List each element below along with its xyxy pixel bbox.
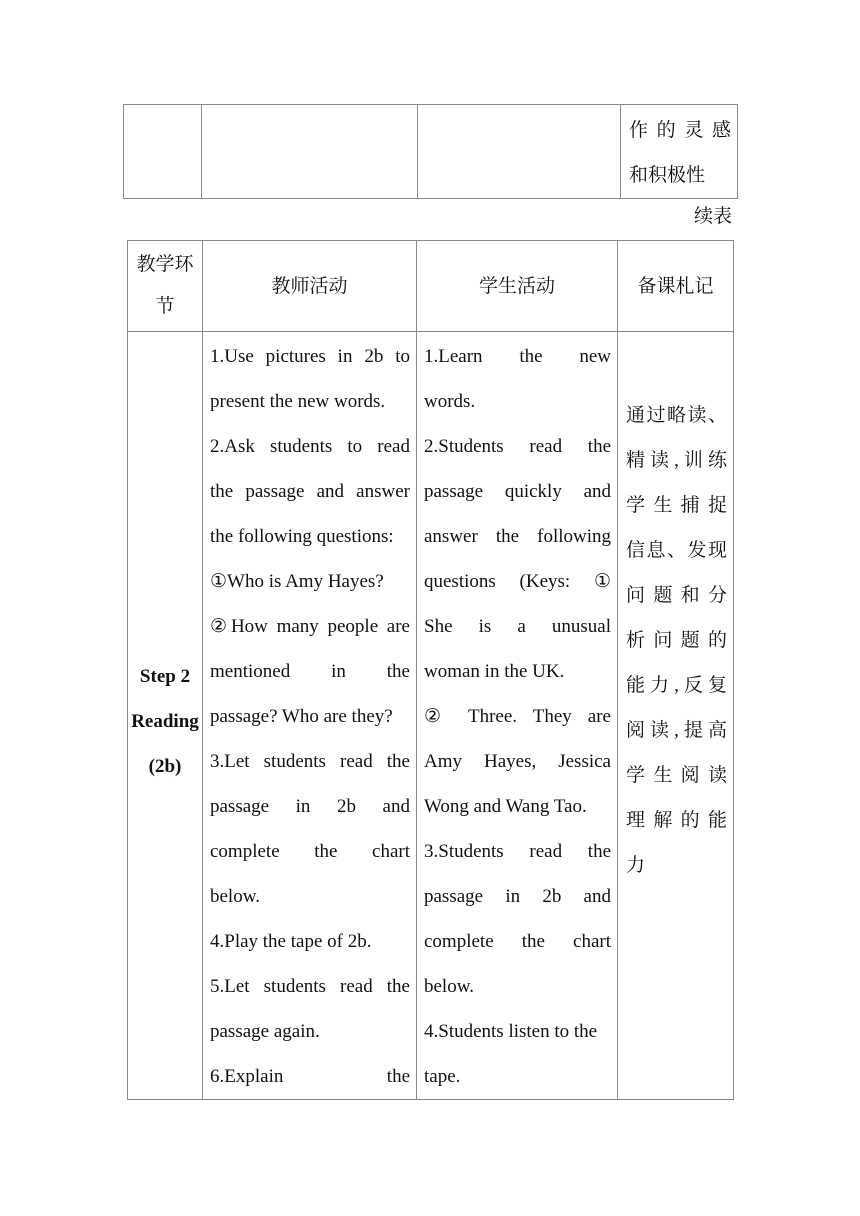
header-stage-line: 教学环	[136, 253, 194, 275]
student-line: passage quickly and	[424, 481, 611, 502]
table-row	[124, 105, 738, 199]
student-line: below.	[424, 976, 474, 997]
teacher-line: passage in 2b and	[210, 796, 410, 817]
teacher-line: ①Who is Amy Hayes?	[210, 571, 384, 592]
teacher-line: 1.Use pictures in 2b to	[210, 346, 410, 367]
student-activity-cell	[417, 332, 618, 1100]
header-stage	[128, 241, 203, 332]
note-line: 能力,反复	[626, 675, 727, 696]
student-line: 3.Students read the	[424, 841, 611, 862]
student-line: She is a unusual	[424, 616, 611, 637]
note-line: 学生阅读	[626, 765, 727, 786]
student-line: passage in 2b and	[424, 886, 611, 907]
note-line: 析问题的	[626, 630, 727, 651]
previous-table-fragment	[123, 104, 738, 199]
student-line: answer the following	[424, 526, 611, 547]
teacher-line: 3.Let students read the	[210, 751, 410, 772]
teacher-line: present the new words.	[210, 391, 386, 412]
teacher-line: below.	[210, 886, 260, 907]
table-cell-note	[621, 105, 738, 199]
note-line: 力	[626, 855, 646, 876]
stage-line: Reading	[131, 711, 199, 732]
note-line: 精读,训练	[626, 450, 727, 471]
teacher-line: 5.Let students read the	[210, 976, 410, 997]
table-cell-empty	[202, 105, 418, 199]
stage-line: Step 2	[139, 666, 191, 687]
stage-cell	[128, 332, 203, 1100]
note-line: 和积极性	[629, 165, 706, 186]
table-header-row	[128, 241, 734, 332]
table-cell-empty	[418, 105, 621, 199]
teacher-activity-cell	[203, 332, 417, 1100]
student-line: questions (Keys: ①	[424, 571, 611, 592]
teacher-line: 4.Play the tape of 2b.	[210, 931, 372, 952]
student-line: 2.Students read the	[424, 436, 611, 457]
lesson-plan-table	[127, 240, 734, 1100]
note-line: 通过略读、	[626, 405, 727, 426]
table-row	[128, 332, 734, 1100]
student-line: complete the chart	[424, 931, 611, 952]
teacher-line: mentioned in the	[210, 661, 410, 682]
header-stage-line: 节	[155, 295, 175, 317]
teacher-line: passage again.	[210, 1021, 320, 1042]
note-line: 作的灵感	[629, 120, 731, 141]
teacher-line: the following questions:	[210, 526, 394, 547]
note-line: 理解的能	[626, 810, 727, 831]
teacher-line: the passage and answer	[210, 481, 410, 502]
note-line: 学生捕捉	[626, 495, 727, 516]
lesson-notes-cell	[618, 332, 734, 1100]
student-line: words.	[424, 391, 476, 412]
header-lesson-notes: 备课札记	[618, 241, 734, 332]
student-line: tape.	[424, 1066, 461, 1087]
note-line: 信息、发现	[626, 540, 727, 561]
note-line: 问题和分	[626, 585, 727, 606]
teacher-line: complete the chart	[210, 841, 410, 862]
teacher-line: 6.Explain the	[210, 1066, 410, 1087]
teacher-line: 2.Ask students to read	[210, 436, 410, 457]
student-line: ② Three. They are	[424, 706, 611, 727]
student-line: 4.Students listen to the	[424, 1021, 598, 1042]
student-line: Amy Hayes, Jessica	[424, 751, 611, 772]
header-student-activity: 学生活动	[417, 241, 618, 332]
student-line: 1.Learn the new	[424, 346, 611, 367]
table-cell-empty	[124, 105, 202, 199]
note-line: 阅读,提高	[626, 720, 727, 741]
student-line: Wong and Wang Tao.	[424, 796, 587, 817]
stage-line: (2b)	[148, 756, 182, 777]
student-line: woman in the UK.	[424, 661, 565, 682]
continued-label: 续表	[693, 206, 732, 227]
teacher-line: ②How many people are	[210, 616, 410, 637]
teacher-line: passage? Who are they?	[210, 706, 393, 727]
header-teacher-activity: 教师活动	[203, 241, 417, 332]
